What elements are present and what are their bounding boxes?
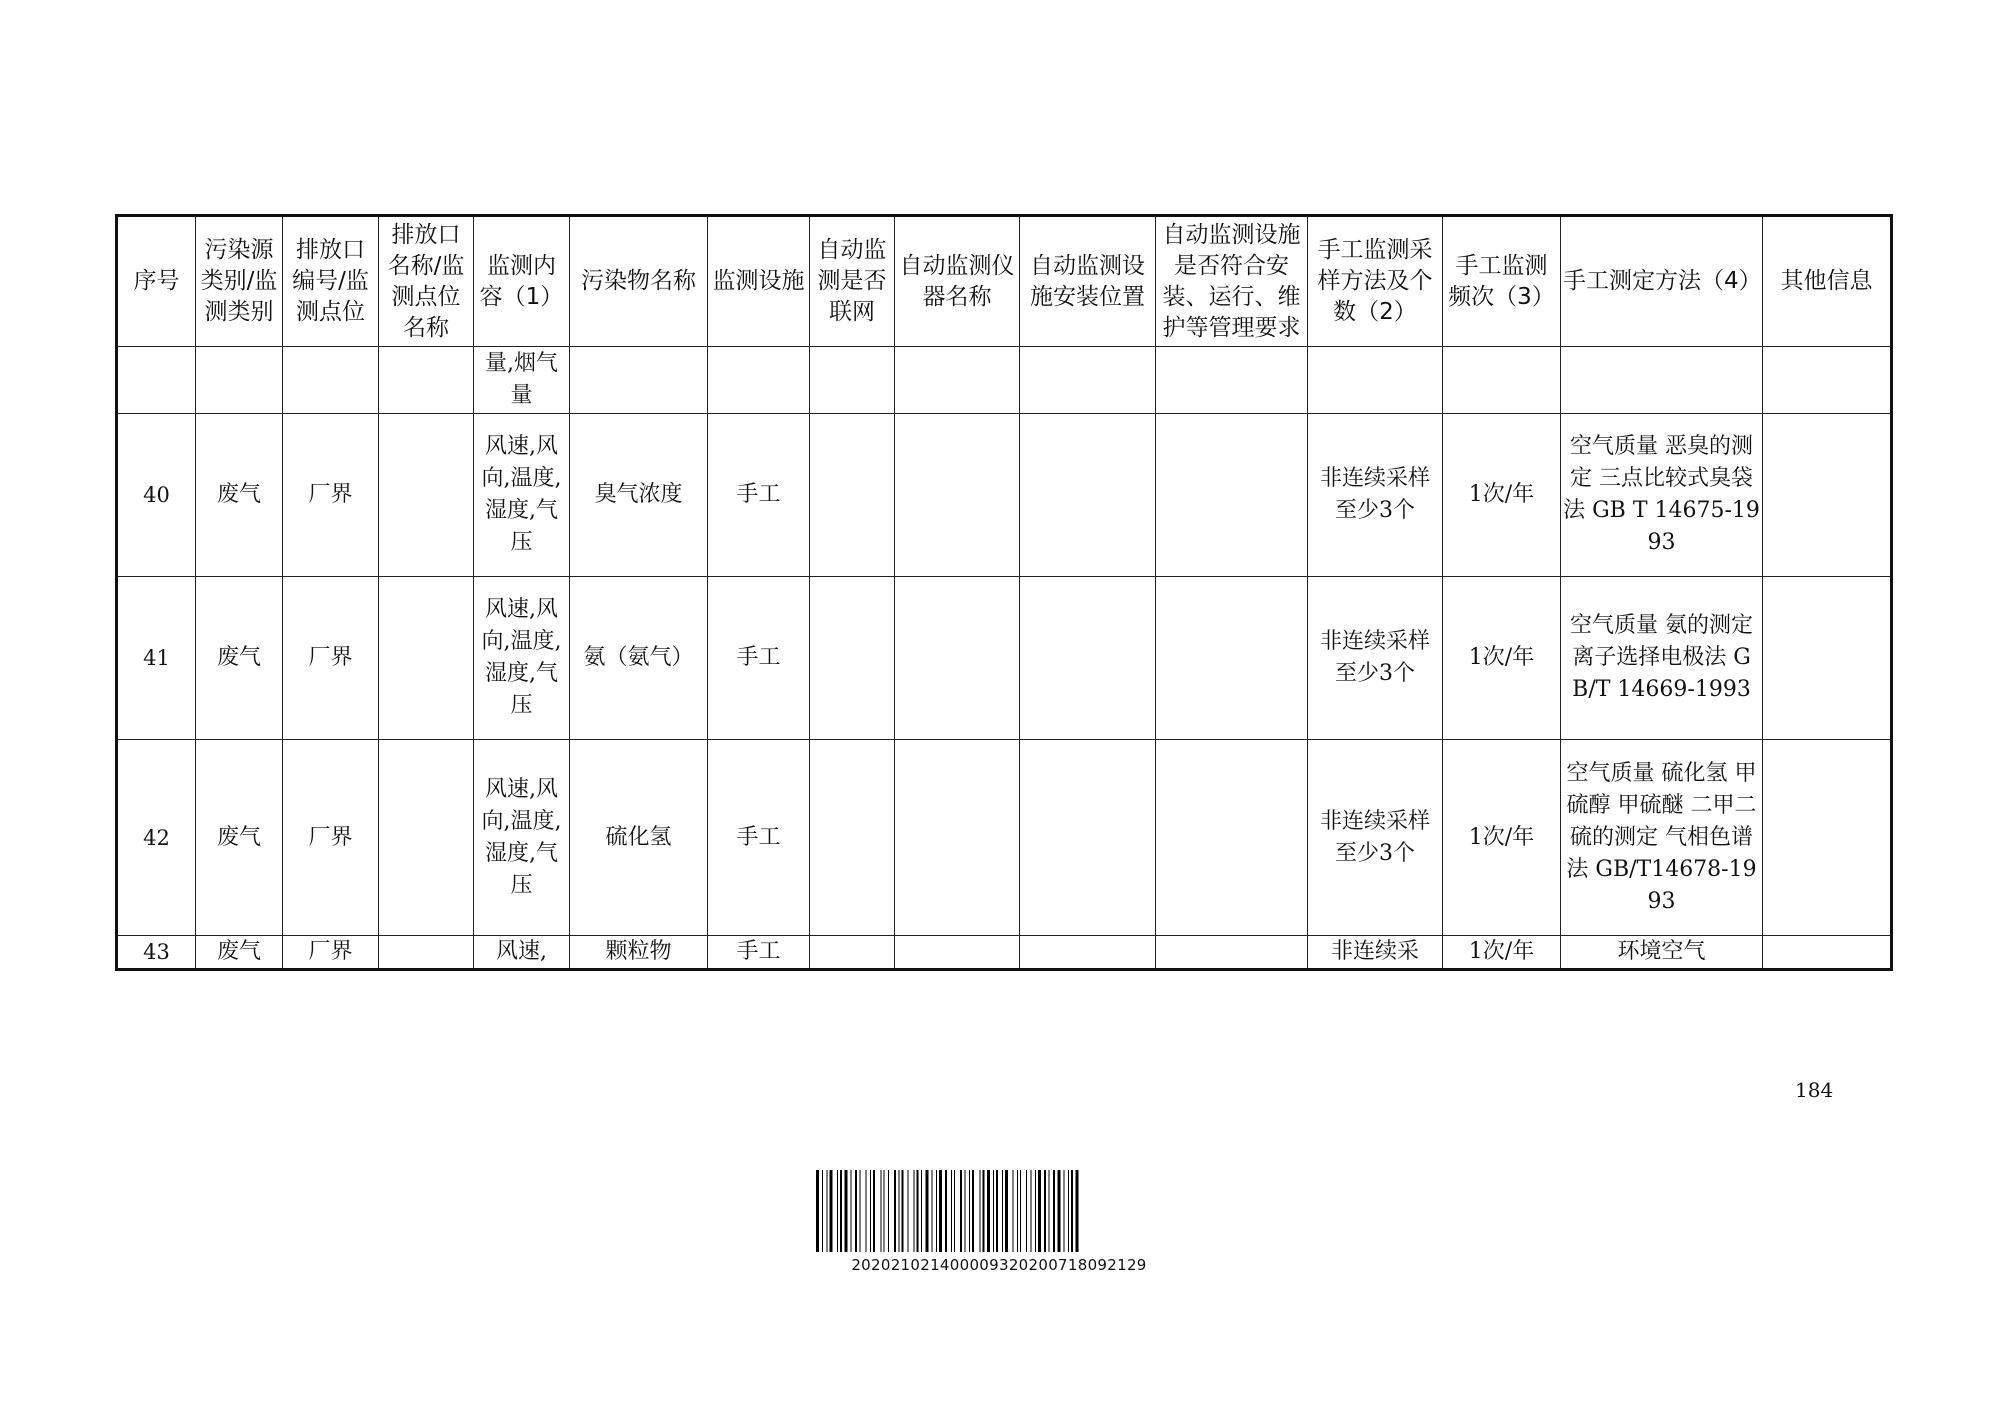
header-cell: 监测内容（1） bbox=[474, 216, 570, 347]
barcode-bar bbox=[1020, 1170, 1021, 1252]
category-cell: 废气 bbox=[196, 936, 283, 970]
install-position-cell bbox=[1020, 936, 1156, 970]
barcode-bar bbox=[840, 1170, 842, 1252]
barcode-bar bbox=[866, 1170, 867, 1252]
other-cell bbox=[1763, 740, 1892, 936]
name-cell bbox=[379, 577, 474, 740]
header-cell: 自动监测设施安装位置 bbox=[1020, 216, 1156, 347]
header-cell: 污染物名称 bbox=[570, 216, 708, 347]
row-number: 41 bbox=[117, 577, 196, 740]
online-cell bbox=[810, 414, 895, 577]
barcode-bar bbox=[1049, 1170, 1050, 1252]
barcode-bar bbox=[1002, 1170, 1003, 1252]
method-cell: 环境空气 bbox=[1561, 936, 1763, 970]
point-cell: 厂界 bbox=[283, 577, 379, 740]
barcode-bar bbox=[1013, 1170, 1014, 1252]
instrument-cell bbox=[895, 414, 1020, 577]
instrument-cell bbox=[895, 936, 1020, 970]
content-cell: 风速,风向,温度,湿度,气压 bbox=[474, 577, 570, 740]
barcode-bar bbox=[899, 1170, 900, 1252]
barcode-bar bbox=[894, 1170, 896, 1252]
barcode-bar bbox=[860, 1170, 861, 1252]
table-row bbox=[117, 936, 1892, 970]
barcode-bar bbox=[837, 1170, 838, 1252]
instrument-cell bbox=[895, 740, 1020, 936]
content-cell: 风速,风向,温度,湿度,气压 bbox=[474, 740, 570, 936]
barcode-bar bbox=[902, 1170, 904, 1252]
barcode-bar bbox=[873, 1170, 875, 1252]
barcode-bar bbox=[822, 1170, 823, 1252]
barcode-bar bbox=[987, 1170, 990, 1252]
header-cell: 手工测定方法（4） bbox=[1561, 216, 1763, 347]
method-cell: 空气质量 氨的测定 离子选择电极法 GB/T 14669-1993 bbox=[1561, 577, 1763, 740]
barcode-bar bbox=[972, 1170, 974, 1252]
online-cell bbox=[810, 740, 895, 936]
barcode-bar bbox=[993, 1170, 994, 1252]
barcode-bar bbox=[1058, 1170, 1061, 1252]
barcode-bar bbox=[980, 1170, 981, 1252]
header-cell: 手工监测采样方法及个数（2） bbox=[1308, 216, 1443, 347]
content-cell: 风速, bbox=[474, 936, 570, 970]
pollutant-cell: 颗粒物 bbox=[570, 936, 708, 970]
header-cell: 自动监测是否联网 bbox=[810, 216, 895, 347]
online-cell bbox=[810, 936, 895, 970]
barcode-bar bbox=[884, 1170, 885, 1252]
header-cell: 监测设施 bbox=[708, 216, 810, 347]
barcode-bar bbox=[1035, 1170, 1036, 1252]
barcode-bar bbox=[936, 1170, 937, 1252]
header-cell: 自动监测设施是否符合安装、运行、维护等管理要求 bbox=[1156, 216, 1308, 347]
table-row bbox=[117, 740, 1892, 936]
pollutant-cell: 氨（氨气） bbox=[570, 577, 708, 740]
table-row bbox=[117, 577, 1892, 740]
facility-cell: 手工 bbox=[708, 740, 810, 936]
barcode-bar bbox=[914, 1170, 915, 1252]
barcode-bar bbox=[830, 1170, 833, 1252]
compliance-cell bbox=[1156, 414, 1308, 577]
row-number: 42 bbox=[117, 740, 196, 936]
barcode-bar bbox=[1005, 1170, 1008, 1252]
pollutant-cell: 硫化氢 bbox=[570, 740, 708, 936]
header-row bbox=[117, 216, 1892, 347]
barcode-bar bbox=[870, 1170, 871, 1252]
point-cell: 厂界 bbox=[283, 740, 379, 936]
barcode-bar bbox=[888, 1170, 889, 1252]
method-cell: 空气质量 硫化氢 甲硫醇 甲硫醚 二甲二硫的测定 气相色谱法 GB/T14678-1993 bbox=[1561, 740, 1763, 936]
compliance-cell bbox=[1156, 936, 1308, 970]
barcode-bar bbox=[1064, 1170, 1065, 1252]
barcode-bar bbox=[1053, 1170, 1055, 1252]
barcode-bar bbox=[851, 1170, 852, 1252]
category-cell: 废气 bbox=[196, 577, 283, 740]
sampling-cell: 非连续采样 至少3个 bbox=[1308, 414, 1443, 577]
sampling-cell: 非连续采 bbox=[1308, 936, 1443, 970]
barcode-bar bbox=[1068, 1170, 1069, 1252]
header-cell: 排放口名称/监测点位名称 bbox=[379, 216, 474, 347]
row-number: 40 bbox=[117, 414, 196, 577]
category-cell: 废气 bbox=[196, 740, 283, 936]
facility-cell: 手工 bbox=[708, 936, 810, 970]
facility-cell: 手工 bbox=[708, 577, 810, 740]
frequency-cell: 1次/年 bbox=[1443, 577, 1561, 740]
table-row-continued bbox=[117, 347, 1892, 414]
frequency-cell: 1次/年 bbox=[1443, 936, 1561, 970]
barcode-bar bbox=[881, 1170, 882, 1252]
header-cell: 其他信息 bbox=[1763, 216, 1892, 347]
barcode-bar bbox=[965, 1170, 966, 1252]
barcode-number: 20202102140000932020071809212​9 bbox=[851, 1256, 1147, 1274]
barcode-bar bbox=[827, 1170, 828, 1252]
name-cell bbox=[379, 936, 474, 970]
barcode-bar bbox=[1071, 1170, 1073, 1252]
install-position-cell bbox=[1020, 414, 1156, 577]
barcode-bar bbox=[917, 1170, 919, 1252]
header-cell: 自动监测仪器名称 bbox=[895, 216, 1020, 347]
install-position-cell bbox=[1020, 740, 1156, 936]
barcode-bar bbox=[960, 1170, 962, 1252]
barcode-bar bbox=[951, 1170, 952, 1252]
point-cell: 厂界 bbox=[283, 414, 379, 577]
barcode-bar bbox=[1044, 1170, 1046, 1252]
barcode-bar bbox=[1076, 1170, 1079, 1252]
name-cell bbox=[379, 414, 474, 577]
online-cell bbox=[810, 577, 895, 740]
barcode-bar bbox=[855, 1170, 857, 1252]
barcode-bar bbox=[939, 1170, 942, 1252]
barcode-bar bbox=[1017, 1170, 1018, 1252]
sampling-cell: 非连续采样 至少3个 bbox=[1308, 577, 1443, 740]
other-cell bbox=[1763, 577, 1892, 740]
barcode-bar bbox=[945, 1170, 947, 1252]
monitoring-table bbox=[115, 214, 1893, 971]
facility-cell: 手工 bbox=[708, 414, 810, 577]
method-cell: 空气质量 恶臭的测定 三点比较式臭袋法 GB T 14675-1993 bbox=[1561, 414, 1763, 577]
row-number: 43 bbox=[117, 936, 196, 970]
frequency-cell: 1次/年 bbox=[1443, 414, 1561, 577]
name-cell bbox=[379, 740, 474, 936]
install-position-cell bbox=[1020, 577, 1156, 740]
barcode-bar bbox=[1026, 1170, 1027, 1252]
barcode-bar bbox=[969, 1170, 970, 1252]
header-cell: 手工监测频次（3） bbox=[1443, 216, 1561, 347]
barcode-bar bbox=[926, 1170, 929, 1252]
barcode-bar bbox=[908, 1170, 909, 1252]
header-cell: 序号 bbox=[117, 216, 196, 347]
compliance-cell bbox=[1156, 740, 1308, 936]
point-cell: 厂界 bbox=[283, 936, 379, 970]
header-cell: 污染源类别/监测类别 bbox=[196, 216, 283, 347]
other-cell bbox=[1763, 936, 1892, 970]
barcode-bar bbox=[1038, 1170, 1041, 1252]
barcode-bar bbox=[921, 1170, 922, 1252]
barcode-bar bbox=[996, 1170, 998, 1252]
page-number: 184 bbox=[1795, 1078, 1834, 1102]
header-cell: 排放口编号/监测点位 bbox=[283, 216, 379, 347]
instrument-cell bbox=[895, 577, 1020, 740]
table-row bbox=[117, 414, 1892, 577]
compliance-cell bbox=[1156, 577, 1308, 740]
other-cell bbox=[1763, 414, 1892, 577]
barcode-bar bbox=[1031, 1170, 1032, 1252]
barcode-bar bbox=[845, 1170, 848, 1252]
content-cell: 风速,风向,温度,湿度,气压 bbox=[474, 414, 570, 577]
barcode-icon bbox=[816, 1170, 1182, 1252]
pollutant-cell: 臭气浓度 bbox=[570, 414, 708, 577]
barcode-bar bbox=[954, 1170, 955, 1252]
barcode-bar bbox=[816, 1170, 819, 1252]
content-cell: 量,烟气量 bbox=[474, 347, 570, 414]
barcode-bar bbox=[983, 1170, 985, 1252]
category-cell: 废气 bbox=[196, 414, 283, 577]
sampling-cell: 非连续采样 至少3个 bbox=[1308, 740, 1443, 936]
frequency-cell: 1次/年 bbox=[1443, 740, 1561, 936]
barcode-bar bbox=[932, 1170, 933, 1252]
